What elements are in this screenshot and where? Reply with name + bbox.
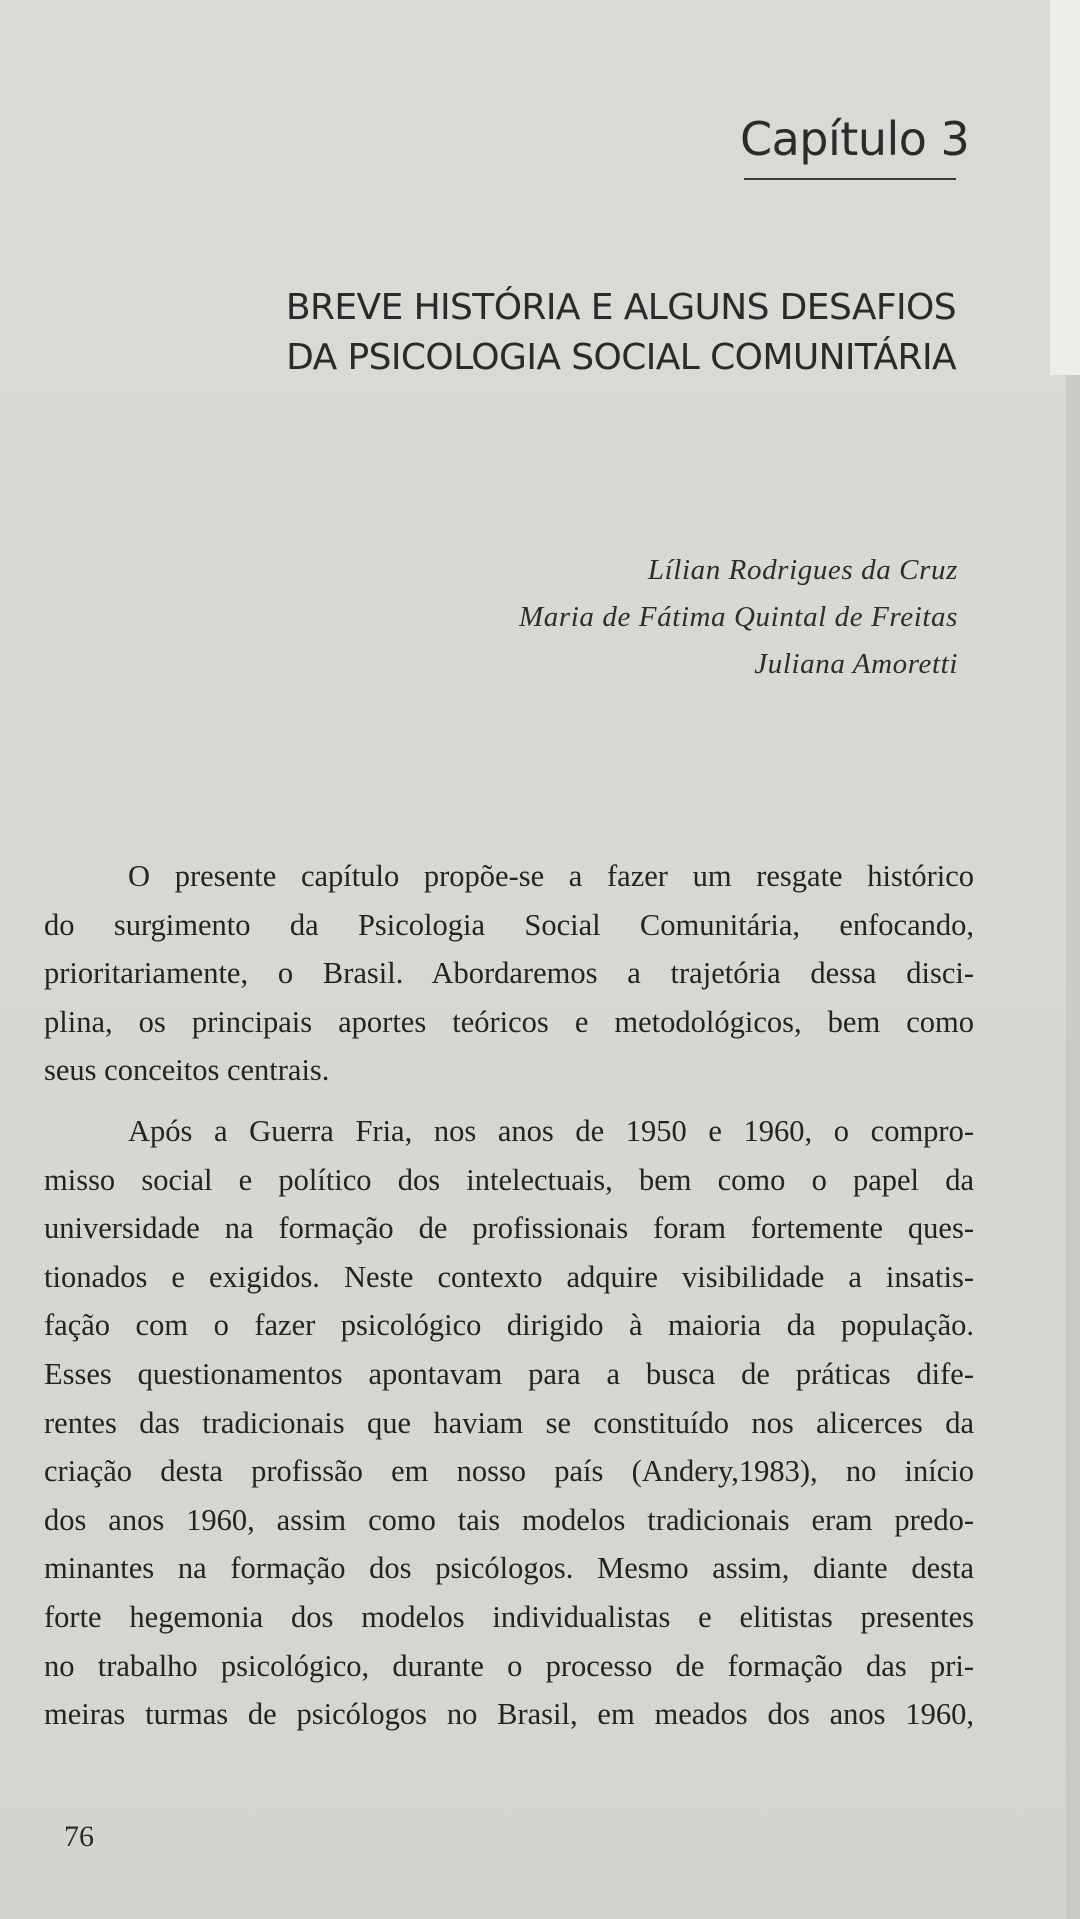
- chapter-label: Capítulo 3: [740, 112, 970, 166]
- body-text: [44, 852, 974, 1739]
- text-line: Esses questionamentos apontavam para a busca de práticas dife-: [44, 1356, 974, 1391]
- text-line: tionados e exigidos. Neste contexto adquire visibilidade a insatis-: [44, 1259, 974, 1294]
- text-line: universidade na formação de profissionais foram fortemente ques-: [44, 1211, 974, 1246]
- text-line: criação desta profissão em nosso país (Andery,1983), no início: [44, 1454, 974, 1489]
- chapter-title: [286, 283, 956, 383]
- author-name: Lílian Rodrigues da Cruz: [647, 554, 958, 586]
- text-line: misso social e político dos intelectuais, bem como o papel da: [44, 1162, 974, 1197]
- text-line: do surgimento da Psicologia Social Comunitária, enfocando,: [44, 907, 974, 942]
- page-number: 76: [64, 1820, 94, 1853]
- text-line: no trabalho psicológico, durante o processo de formação das pri-: [44, 1648, 974, 1683]
- text-line: fação com o fazer psicológico dirigido à maioria da população.: [44, 1308, 974, 1343]
- text-line: Após a Guerra Fria, nos anos de 1950 e 1960, o compro-: [128, 1113, 974, 1148]
- text-line: plina, os principais aportes teóricos e metodológicos, bem como: [44, 1004, 974, 1039]
- author-name: Maria de Fátima Quintal de Freitas: [519, 601, 958, 633]
- text-line: dos anos 1960, assim como tais modelos tradicionais eram predo-: [44, 1502, 974, 1537]
- text-line: rentes das tradicionais que haviam se constituído nos alicerces da: [44, 1405, 974, 1440]
- author-name: Juliana Amoretti: [754, 648, 958, 680]
- text-line: seus conceitos centrais.: [44, 1053, 330, 1088]
- text-line: forte hegemonia dos modelos individualistas e elitistas presentes: [44, 1599, 974, 1634]
- chapter-underline: [744, 178, 956, 180]
- text-line: prioritariamente, o Brasil. Abordaremos a trajetória dessa disci-: [44, 956, 974, 991]
- paragraph: [44, 1107, 974, 1739]
- chapter-title-line: BREVE HISTÓRIA E ALGUNS DESAFIOS: [285, 287, 956, 328]
- paragraph: [44, 852, 974, 1095]
- author-list: [519, 547, 958, 688]
- page-edge-right: [1066, 375, 1080, 1919]
- page-edge-top: [1050, 0, 1080, 375]
- text-line: meiras turmas de psicólogos no Brasil, em meados dos anos 1960,: [44, 1697, 974, 1732]
- text-line: O presente capítulo propõe-se a fazer um resgate histórico: [128, 859, 974, 893]
- chapter-title-line: DA PSICOLOGIA SOCIAL COMUNITÁRIA: [286, 337, 956, 378]
- text-line: minantes na formação dos psicólogos. Mesmo assim, diante desta: [44, 1551, 974, 1586]
